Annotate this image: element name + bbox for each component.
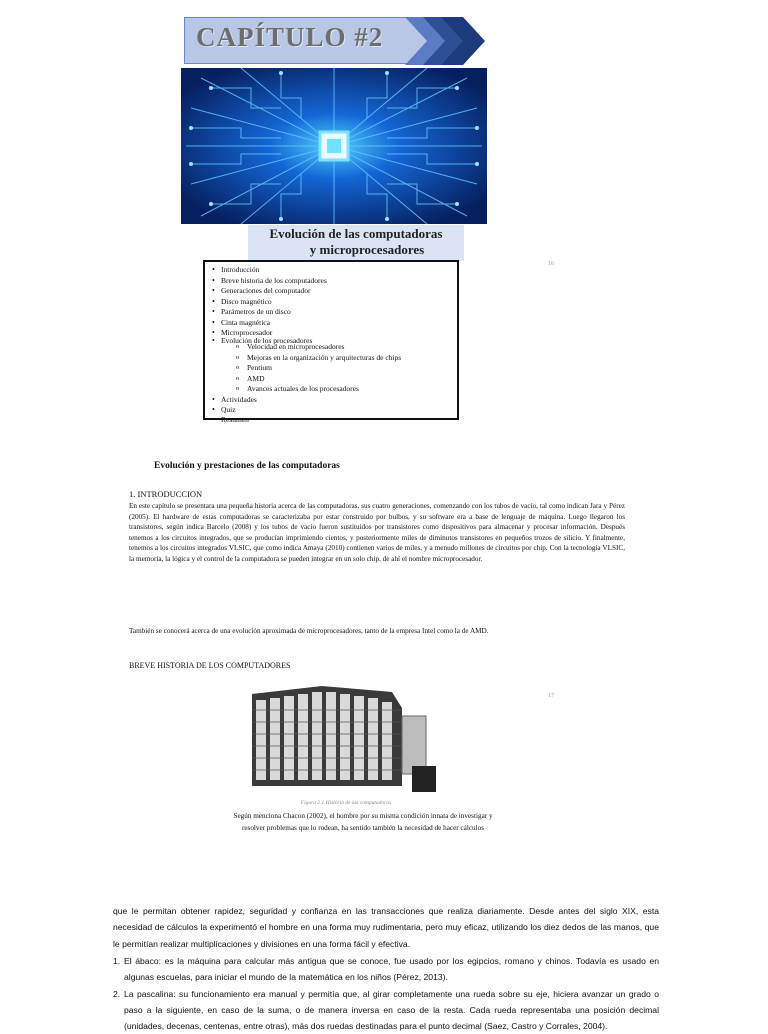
figure-text-line: Según menciona Chacon (2002), el hombre por su misma condición innata de investigar y <box>233 812 493 820</box>
page-number: 16 <box>548 261 554 267</box>
subtitle-line1: Evolución de las computadoras <box>269 226 443 241</box>
toc-subitem: o AMD <box>247 374 265 383</box>
section-title: Evolución y prestaciones de las computadoras <box>154 461 340 471</box>
list-item: 1. El ábaco: es la máquina para calcular más antigua que se conoce, fue usado por los egipcios, romano y chinos. Todavía es usado en algunas escuelas, para iniciar el mundo de la matemática en los niños (Pérez, 2013). <box>113 956 659 983</box>
intro-heading: 1. INTRODUCCION <box>129 489 203 499</box>
list-item: 2. La pascalina: su funcionamiento era manual y permitía que, al girar completamente una rueda sobre su eje, hiciera avanzar un grado o paso a la siguiente, en caso de la suma, o de manera inversa en caso de la resta. Cada rueda representaba una posición decimal (unidades, decenas, centenas, entre otras), más dos ruedas destinadas para el punto decimal (Saez, Castro y Corrales, 2004). <box>113 988 659 1032</box>
intro-paragraph: En este capítulo se presentara una pequeña historia acerca de las computadoras, sus cuatro generaciones, comenzando con los tubos de vacío, tal como indican Jara y Pérez (2005). El hardware de estas computadoras se caracterizaba por estar construido por bulbos, y su software era a base de lenguaje de máquina. Luego llegaron los transistores, según indica Barcelo (2008) y los tubos de vacío fueron sustituidos por transistores como dispositivos para almacenar y procesar información. Después tenemos a los circuitos integrados, que se producían imprimiendo cientos, y posteriormente miles de diminutos transistores en pequeños trozos de silicio. Y finalmente, tenemos a los circuitos integrados VLSIC, que como indica Amaya (2010) contienen varios de miles, y a menudo millones de circuitos por chip. Con la tecnología VLSIC, la memoria, la lógica y el control de la computadora se pueden integrar en un solo chip, de ahí el nombre microprocesador. <box>129 502 625 563</box>
toc-subitem: o Pentium <box>247 363 272 372</box>
toc-subitem: o Velocidad en microprocesadores <box>247 342 344 351</box>
chapter-title: CAPÍTULO #2 <box>196 22 384 52</box>
toc-item: • Disco magnético <box>221 297 272 306</box>
body-paragraph: que le permitan obtener rapidez, seguridad y confianza en las transacciones que realiza diariamente. Desde antes del siglo XIX, esta necesidad de cálculos la experimentó el hombre en una forma muy rudimentaria, pero muy eficaz, utilizando los diez dedos de las manos, que le permitían realizar multiplicaciones y divisiones en una forma fácil y efectiva. <box>113 906 659 949</box>
toc-item: • Resumen <box>221 415 249 424</box>
toc-subitem: o Avances actuales de los procesadores <box>247 384 359 393</box>
figure-text <box>225 810 501 834</box>
chevron-arrows-icon <box>405 17 487 66</box>
toc-item: • Microprocesador <box>221 328 272 337</box>
figure-text-line: resolver problemas que lo rodean, ha sentido también la necesidad de hacer cálculos <box>241 824 485 832</box>
toc-item: • Actividades <box>221 395 257 404</box>
toc-item: • Breve historia de los computadores <box>221 276 327 285</box>
figure-caption: Figura 2.1 Historia de las computadoras <box>300 800 392 806</box>
numbered-list <box>113 953 659 1034</box>
toc-item: • Parámetros de un disco <box>221 307 291 316</box>
circuit-board-image <box>181 68 487 224</box>
mainframe-computer-image <box>252 686 440 794</box>
subtitle-line2: y microprocesadores <box>309 242 425 257</box>
table-of-contents <box>203 260 459 424</box>
page-number: 17 <box>548 693 554 699</box>
toc-item: • Generaciones del computador <box>221 286 311 295</box>
toc-item: • Cinta magnética <box>221 318 270 327</box>
history-heading: BREVE HISTORIA DE LOS COMPUTADORES <box>129 661 291 670</box>
toc-item: • Introducción <box>221 265 259 274</box>
toc-item: • Evolución de los procesadores <box>221 336 312 345</box>
toc-subitem: o Mejoras en la organización y arquitecturas de chips <box>247 353 401 362</box>
amd-paragraph: También se conocerá acerca de una evolución aproximada de microprocesadores, tanto de la empresa Intel como la de AMD. <box>129 627 489 635</box>
toc-item: • Quiz <box>221 405 236 414</box>
